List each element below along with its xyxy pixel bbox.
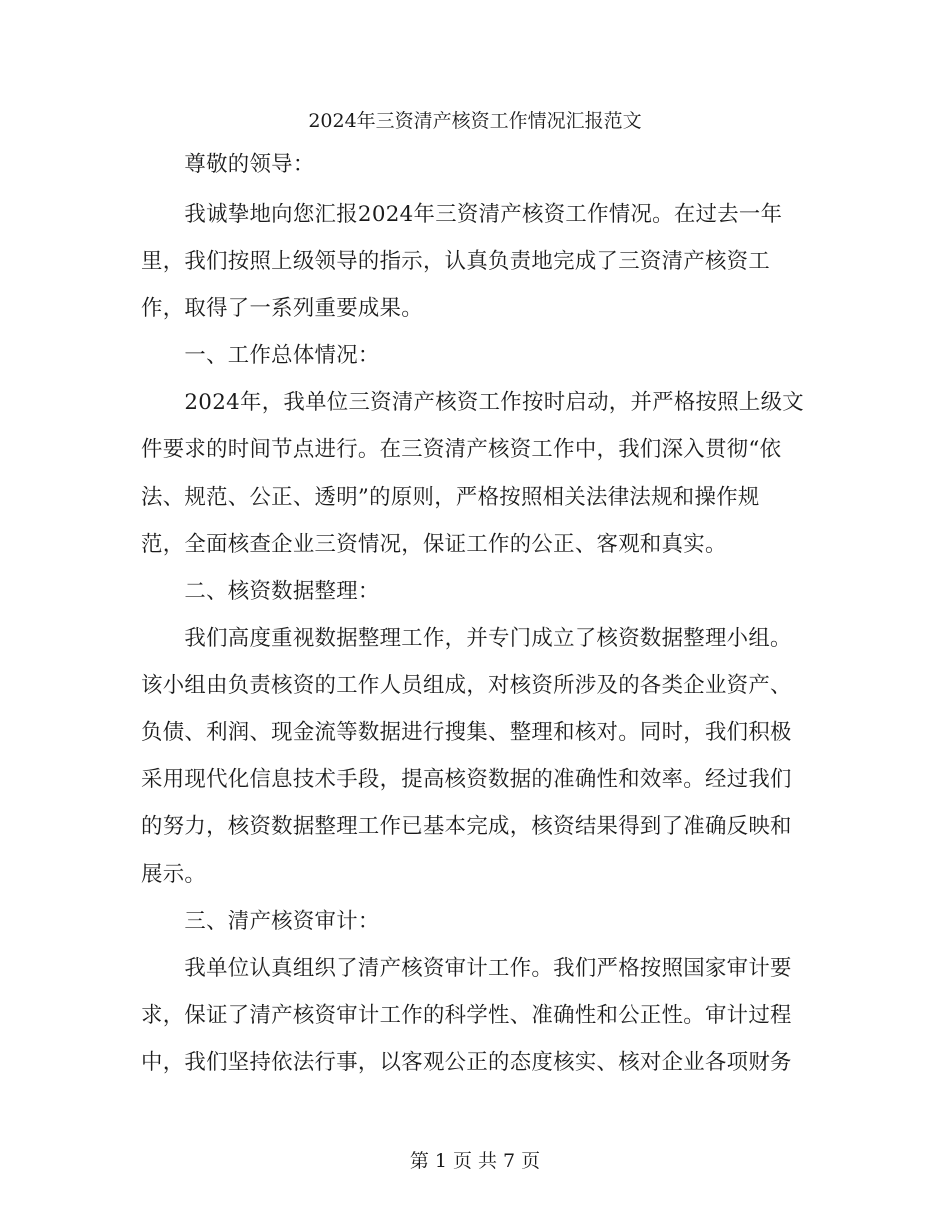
body-line: 的努力，核资数据整理工作已基本完成，核资结果得到了准确反映和 bbox=[141, 814, 792, 839]
body-line: 法、规范、公正、透明”的原则，严格按照相关法律法规和操作规 bbox=[141, 485, 760, 510]
body-line: 该小组由负责核资的工作人员组成，对核资所涉及的各类企业资产、 bbox=[141, 673, 792, 698]
page-footer: 第 1 页 共 7 页 bbox=[409, 1150, 541, 1172]
section-heading: 二、核资数据整理： bbox=[141, 579, 380, 604]
greeting-line: 尊敬的领导： bbox=[141, 152, 315, 177]
body-line: 展示。 bbox=[141, 862, 207, 887]
body-line: 2024年，我单位三资清产核资工作按时启动，并严格按照上级文 bbox=[141, 390, 804, 415]
document-title: 2024年三资清产核资工作情况汇报范文 bbox=[308, 110, 642, 132]
body-line: 我们高度重视数据整理工作，并专门成立了核资数据整理小组。 bbox=[141, 626, 792, 651]
section-heading: 三、清产核资审计： bbox=[141, 909, 380, 934]
body-line: 里，我们按照上级领导的指示，认真负责地完成了三资清产核资工 bbox=[141, 249, 771, 274]
body-line: 我单位认真组织了清产核资审计工作。我们严格按照国家审计要 bbox=[141, 956, 792, 981]
body-line: 求，保证了清产核资审计工作的科学性、准确性和公正性。审计过程 bbox=[141, 1003, 792, 1028]
body-line: 负债、利润、现金流等数据进行搜集、整理和核对。同时，我们积极 bbox=[141, 720, 792, 745]
body-line: 件要求的时间节点进行。在三资清产核资工作中，我们深入贯彻“依 bbox=[141, 437, 782, 462]
body-line: 范，全面核查企业三资情况，保证工作的公正、客观和真实。 bbox=[141, 532, 727, 557]
body-line: 作，取得了一系列重要成果。 bbox=[141, 296, 423, 321]
body-line: 采用现代化信息技术手段，提高核资数据的准确性和效率。经过我们 bbox=[141, 767, 792, 792]
body-line: 我诚挚地向您汇报2024年三资清产核资工作情况。在过去一年 bbox=[141, 202, 783, 227]
body-line: 中，我们坚持依法行事，以客观公正的态度核实、核对企业各项财务 bbox=[141, 1050, 792, 1075]
section-heading: 一、工作总体情况： bbox=[141, 343, 380, 368]
